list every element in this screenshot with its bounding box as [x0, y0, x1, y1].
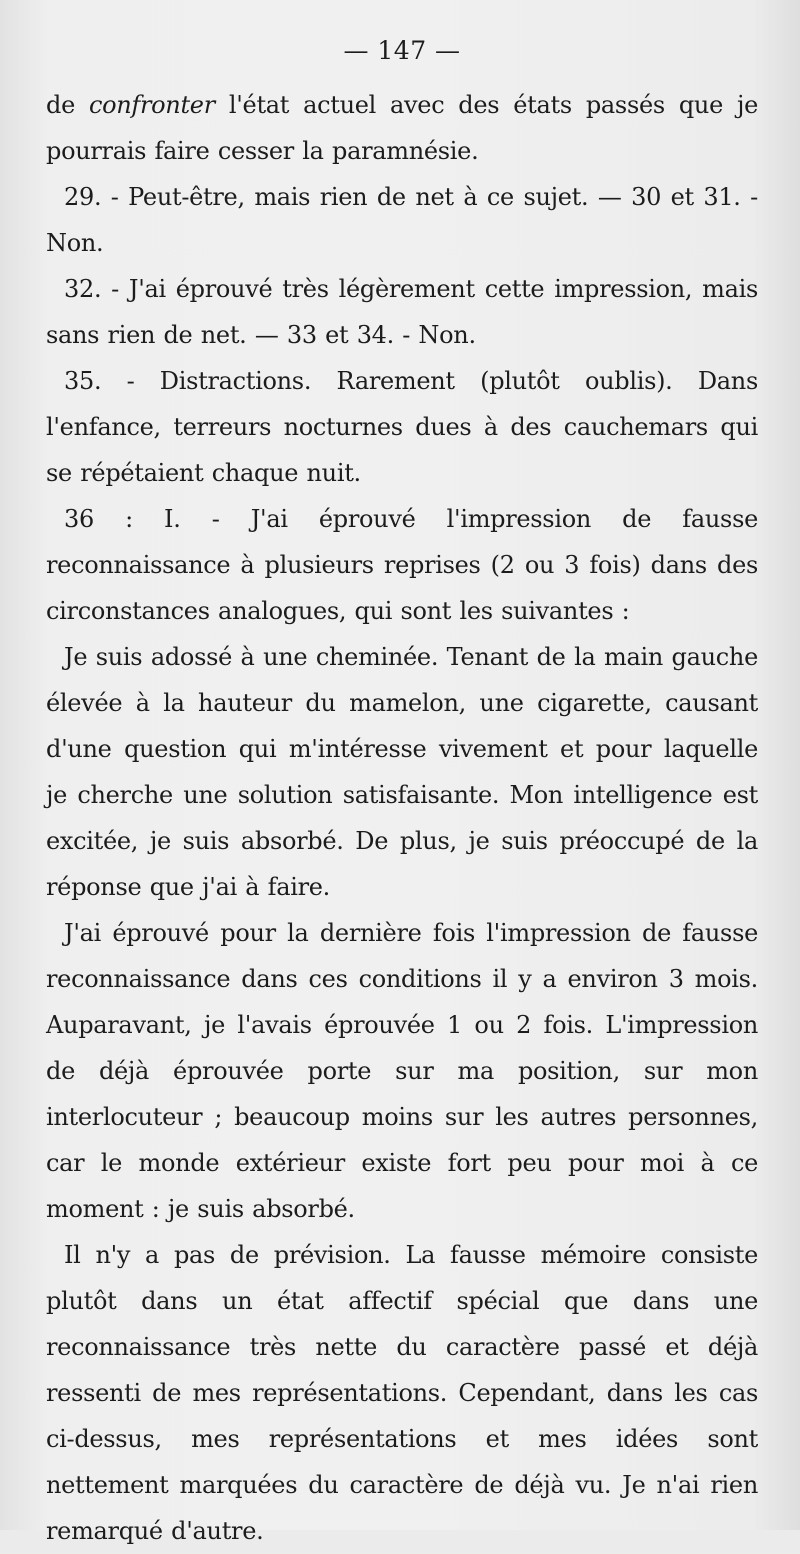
page-number: — 147 —	[343, 36, 461, 65]
text-run: Je suis adossé à une cheminée. Tenant de la main gauche élevée à la hauteur du mamelon, une cigarette, causant d'une question qui m'intéresse vivement et pour laquelle je cherche une solution satisfaisante. Mon intelligence est excitée, je suis absorbé. De plus, je suis préoccupé de la réponse que j'ai à faire.	[46, 643, 758, 901]
paragraph	[46, 266, 758, 358]
italic-text-run: confronter	[88, 91, 215, 119]
text-run: J'ai éprouvé pour la dernière fois l'impression de fausse reconnaissance dans ces conditions il y a environ 3 mois. Auparavant, je l'avais éprouvée 1 ou 2 fois. L'impression de déjà éprouvée porte sur ma position, sur mon interlocuteur ; beaucoup moins sur les autres personnes, car le monde extérieur existe fort peu pour moi à ce moment : je suis absorbé.	[46, 919, 758, 1223]
text-run: 35. - Distractions. Rarement (plutôt oublis). Dans l'enfance, terreurs nocturnes dues à des cauchemars qui se répétaient chaque nuit.	[46, 367, 758, 487]
text-run: de	[46, 91, 89, 119]
paragraph	[46, 634, 758, 910]
text-run: 32. - J'ai éprouvé très légèrement cette impression, mais sans rien de net. — 33 et 34. - Non.	[46, 275, 758, 349]
paragraph	[46, 358, 758, 496]
page-body	[46, 82, 758, 1554]
paragraph	[46, 82, 758, 174]
paragraph	[46, 174, 758, 266]
paragraph	[46, 910, 758, 1232]
text-run: 36 : I. - J'ai éprouvé l'impression de fausse reconnaissance à plusieurs reprises (2 ou 3 fois) dans des circonstances analogues, qui sont les suivantes :	[46, 505, 758, 625]
paragraph	[46, 496, 758, 634]
text-run: Il n'y a pas de prévision. La fausse mémoire consiste plutôt dans un état affectif spécial que dans une reconnaissance très nette du caractère passé et déjà ressenti de mes représentations. Cependant, dans les cas ci-dessus, mes représentations et mes idées sont nettement marquées du caractère de déjà vu. Je n'ai rien remarqué d'autre.	[46, 1241, 758, 1545]
text-run: l'état actuel avec des états passés que je pourrais faire cesser la paramnésie.	[46, 91, 758, 165]
text-run: 29. - Peut-être, mais rien de net à ce sujet. — 30 et 31. - Non.	[46, 183, 758, 257]
paragraph	[46, 1232, 758, 1554]
